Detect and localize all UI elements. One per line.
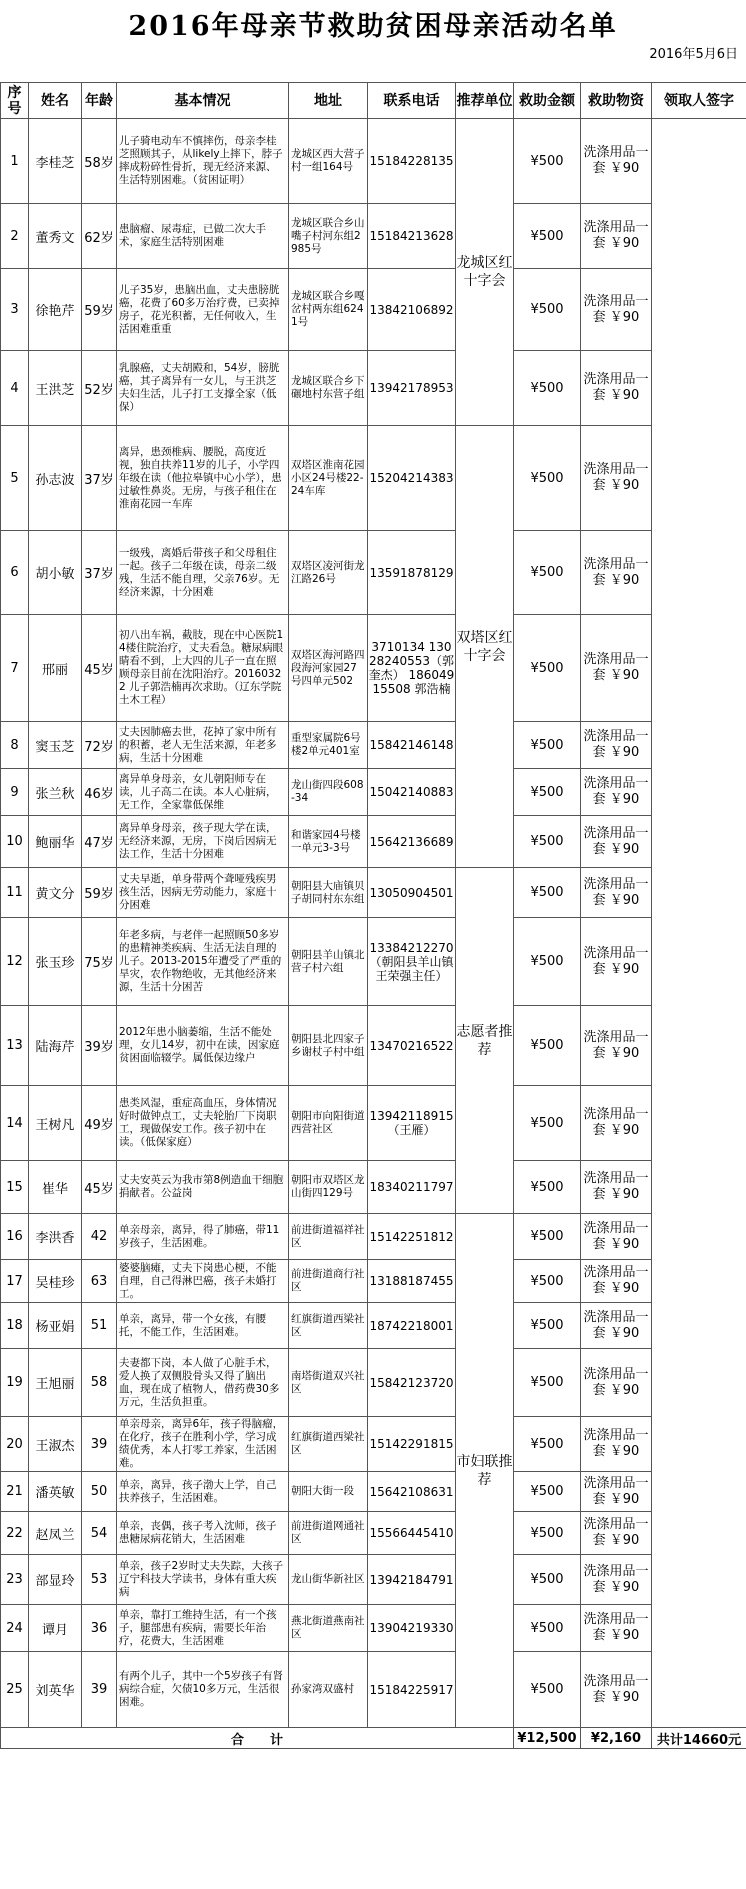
cell-phone: 15184213628 <box>368 204 456 269</box>
cell-basic: 夫妻都下岗，本人做了心脏手术，爱人换了双侧股骨头又得了脑出血，现在成了植物人，借药费30多万元，生活负担重。 <box>117 1349 289 1417</box>
cell-goods: 洗涤用品一套 ￥90 <box>581 816 652 868</box>
table-row <box>1 119 746 204</box>
cell-amount: ¥500 <box>514 119 581 204</box>
cell-amount: ¥500 <box>514 1303 581 1349</box>
cell-basic: 离异单身母亲，女儿朝阳师专在读，儿子高二在读。本人心脏病，无工作，全家靠低保维 <box>117 769 289 816</box>
cell-basic: 离异单身母亲，孩子现大学在读，无经济来源，无房，下岗后因病无法工作，生活十分困难 <box>117 816 289 868</box>
cell-name: 吴桂珍 <box>29 1260 82 1303</box>
cell-goods: 洗涤用品一套 ￥90 <box>581 722 652 769</box>
cell-phone: 13904219330 <box>368 1605 456 1652</box>
cell-age: 58岁 <box>82 119 117 204</box>
cell-name: 胡小敏 <box>29 531 82 615</box>
cell-age: 46岁 <box>82 769 117 816</box>
cell-age: 37岁 <box>82 426 117 531</box>
cell-address: 朝阳县北四家子乡谢杖子村中组 <box>289 1006 368 1086</box>
cell-age: 45岁 <box>82 615 117 722</box>
cell-goods: 洗涤用品一套 ￥90 <box>581 531 652 615</box>
cell-goods: 洗涤用品一套 ￥90 <box>581 269 652 351</box>
total-amount: ¥12,500 <box>514 1728 581 1749</box>
cell-no: 19 <box>1 1349 29 1417</box>
cell-phone: 15642136689 <box>368 816 456 868</box>
cell-recommender: 龙城区红十字会 <box>456 119 514 426</box>
cell-name: 赵凤兰 <box>29 1512 82 1555</box>
cell-phone: 3710134 13028240553（郭奎杰） 18604915508 郭浩楠 <box>368 615 456 722</box>
cell-name: 陆海芹 <box>29 1006 82 1086</box>
cell-phone: 15842123720 <box>368 1349 456 1417</box>
cell-age: 52岁 <box>82 351 117 426</box>
cell-address: 龙城区西大营子村一组164号 <box>289 119 368 204</box>
cell-no: 16 <box>1 1214 29 1260</box>
cell-basic: 单亲母亲，离异6年，孩子得脑瘤，在化疗，孩子在胜利小学，学习成绩优秀，本人打零工养家，生活困难。 <box>117 1417 289 1472</box>
cell-goods: 洗涤用品一套 ￥90 <box>581 1417 652 1472</box>
cell-amount: ¥500 <box>514 1214 581 1260</box>
table-row <box>1 1512 746 1555</box>
cell-name: 王淑杰 <box>29 1417 82 1472</box>
total-row <box>1 1728 746 1749</box>
cell-goods: 洗涤用品一套 ￥90 <box>581 119 652 204</box>
cell-goods: 洗涤用品一套 ￥90 <box>581 1161 652 1214</box>
cell-address: 燕北街道燕南社区 <box>289 1605 368 1652</box>
cell-amount: ¥500 <box>514 1652 581 1728</box>
cell-no: 2 <box>1 204 29 269</box>
cell-recommender: 市妇联推荐 <box>456 1214 514 1728</box>
beneficiary-table <box>0 82 746 1749</box>
cell-basic: 儿子骑电动车不慎摔伤，母亲李桂芝照顾其子，从likely上摔下，脖子摔成粉碎性骨折，现无经济来源、生活特别困难。（贫困证明） <box>117 119 289 204</box>
cell-goods: 洗涤用品一套 ￥90 <box>581 769 652 816</box>
cell-basic: 婆婆脑瘫，丈夫下岗患心梗，不能自理，自己得淋巴癌，孩子未婚打工。 <box>117 1260 289 1303</box>
cell-goods: 洗涤用品一套 ￥90 <box>581 918 652 1006</box>
cell-age: 62岁 <box>82 204 117 269</box>
cell-amount: ¥500 <box>514 1605 581 1652</box>
total-sum: 共计14660元 <box>652 1728 746 1749</box>
cell-signature[interactable] <box>652 119 746 1728</box>
table-row <box>1 769 746 816</box>
cell-goods: 洗涤用品一套 ￥90 <box>581 426 652 531</box>
cell-age: 39 <box>82 1652 117 1728</box>
cell-basic: 单亲，靠打工维持生活，有一个孩子，腿部患有疾病，需要长年治疗，花费大，生活困难 <box>117 1605 289 1652</box>
cell-no: 22 <box>1 1512 29 1555</box>
cell-amount: ¥500 <box>514 1512 581 1555</box>
table-row <box>1 1303 746 1349</box>
cell-amount: ¥500 <box>514 1349 581 1417</box>
cell-address: 朝阳县大庙镇贝子胡同村东东组 <box>289 868 368 918</box>
cell-basic: 丈夫早逝，单身带两个聋哑残疾男孩生活，因病无劳动能力，家庭十分困难 <box>117 868 289 918</box>
cell-name: 杨亚娟 <box>29 1303 82 1349</box>
cell-age: 39 <box>82 1417 117 1472</box>
table-row <box>1 816 746 868</box>
table-row <box>1 868 746 918</box>
cell-age: 50 <box>82 1472 117 1512</box>
cell-goods: 洗涤用品一套 ￥90 <box>581 868 652 918</box>
cell-age: 45岁 <box>82 1161 117 1214</box>
cell-age: 37岁 <box>82 531 117 615</box>
cell-no: 10 <box>1 816 29 868</box>
total-goods: ¥2,160 <box>581 1728 652 1749</box>
cell-recommender: 志愿者推荐 <box>456 868 514 1214</box>
table-row <box>1 615 746 722</box>
cell-no: 17 <box>1 1260 29 1303</box>
cell-goods: 洗涤用品一套 ￥90 <box>581 1086 652 1161</box>
cell-goods: 洗涤用品一套 ￥90 <box>581 351 652 426</box>
cell-name: 董秀文 <box>29 204 82 269</box>
cell-phone: 13942178953 <box>368 351 456 426</box>
cell-age: 39岁 <box>82 1006 117 1086</box>
cell-name: 张玉珍 <box>29 918 82 1006</box>
cell-phone: 13188187455 <box>368 1260 456 1303</box>
cell-basic: 患脑瘤、尿毒症，已做二次大手术，家庭生活特别困难 <box>117 204 289 269</box>
cell-amount: ¥500 <box>514 1417 581 1472</box>
cell-goods: 洗涤用品一套 ￥90 <box>581 204 652 269</box>
cell-basic: 单亲，离异，带一个女孩，有腰托，不能工作，生活困难。 <box>117 1303 289 1349</box>
table-row <box>1 269 746 351</box>
cell-address: 双塔区凌河街龙江路26号 <box>289 531 368 615</box>
cell-amount: ¥500 <box>514 426 581 531</box>
cell-name: 谭月 <box>29 1605 82 1652</box>
cell-phone: 18340211797 <box>368 1161 456 1214</box>
header-amount: 救助金额 <box>514 83 581 119</box>
cell-age: 59岁 <box>82 269 117 351</box>
table-row <box>1 918 746 1006</box>
cell-basic: 年老多病，与老伴一起照顾50多岁的患精神类疾病、生活无法自理的儿子。2013-2015年遭受了严重的旱灾，农作物绝收，无其他经济来源，生活十分困苦 <box>117 918 289 1006</box>
cell-amount: ¥500 <box>514 351 581 426</box>
cell-phone: 13942118915（王雁） <box>368 1086 456 1161</box>
document-date: 2016年5月6日 <box>649 47 738 62</box>
cell-name: 崔华 <box>29 1161 82 1214</box>
cell-phone: 15184225917 <box>368 1652 456 1728</box>
cell-phone: 13842106892 <box>368 269 456 351</box>
cell-age: 75岁 <box>82 918 117 1006</box>
cell-no: 9 <box>1 769 29 816</box>
cell-phone: 13470216522 <box>368 1006 456 1086</box>
cell-name: 部显玲 <box>29 1555 82 1605</box>
cell-goods: 洗涤用品一套 ￥90 <box>581 1303 652 1349</box>
cell-no: 24 <box>1 1605 29 1652</box>
cell-basic: 离异，患颈椎病、腰脱，高度近视，独自扶养11岁的儿子，小学四年级在读（他拉皋镇中心小学），患过敏性鼻炎。无房，与孩子租住在淮南花园一车库 <box>117 426 289 531</box>
cell-amount: ¥500 <box>514 531 581 615</box>
table-row <box>1 1652 746 1728</box>
header-goods: 救助物资 <box>581 83 652 119</box>
cell-basic: 单亲母亲，离异，得了肺癌，带11岁孩子，生活困难。 <box>117 1214 289 1260</box>
cell-address: 红旗街道西梁社区 <box>289 1417 368 1472</box>
table-row <box>1 351 746 426</box>
table-row <box>1 722 746 769</box>
cell-no: 7 <box>1 615 29 722</box>
cell-basic: 初八出车祸，截肢，现在中心医院14楼住院治疗，丈夫看急。糖尿病眼睛看不到，上大四的儿子一直在照顾母亲目前在沈阳治疗。20160322 儿子郭浩楠再次求助。（辽东学院土木工程） <box>117 615 289 722</box>
cell-address: 龙城区联合乡下碾地村东营子组 <box>289 351 368 426</box>
cell-no: 20 <box>1 1417 29 1472</box>
cell-amount: ¥500 <box>514 1161 581 1214</box>
cell-no: 15 <box>1 1161 29 1214</box>
header-row <box>1 83 746 119</box>
table-row <box>1 1006 746 1086</box>
cell-age: 49岁 <box>82 1086 117 1161</box>
cell-phone: 15142251812 <box>368 1214 456 1260</box>
cell-phone: 15184228135 <box>368 119 456 204</box>
table-row <box>1 1472 746 1512</box>
cell-no: 18 <box>1 1303 29 1349</box>
cell-name: 王洪芝 <box>29 351 82 426</box>
cell-address: 和谐家园4号楼一单元3-3号 <box>289 816 368 868</box>
cell-basic: 单亲，丧偶，孩子考入沈师，孩子患糖尿病花销大，生活困难 <box>117 1512 289 1555</box>
cell-amount: ¥500 <box>514 918 581 1006</box>
cell-address: 龙山街四段608-34 <box>289 769 368 816</box>
cell-basic: 2012年患小脑萎缩，生活不能处理，女儿14岁，初中在读，因家庭贫困面临辍学。属低保边缘户 <box>117 1006 289 1086</box>
cell-no: 4 <box>1 351 29 426</box>
header-recommender: 推荐单位 <box>456 83 514 119</box>
cell-age: 47岁 <box>82 816 117 868</box>
table-row <box>1 426 746 531</box>
header-no: 序号 <box>1 83 29 119</box>
cell-phone: 15566445410 <box>368 1512 456 1555</box>
cell-basic: 丈夫因肺癌去世，花掉了家中所有的积蓄，老人无生活来源，年老多病，生活十分困难 <box>117 722 289 769</box>
cell-amount: ¥500 <box>514 1260 581 1303</box>
cell-amount: ¥500 <box>514 769 581 816</box>
cell-basic: 儿子35岁，患脑出血，丈夫患膀胱癌，花费了60多万治疗费，已卖掉房子，花光积蓄，无任何收入，生活困难重重 <box>117 269 289 351</box>
cell-phone: 13050904501 <box>368 868 456 918</box>
cell-goods: 洗涤用品一套 ￥90 <box>581 1006 652 1086</box>
cell-age: 72岁 <box>82 722 117 769</box>
page-title: 2016年母亲节救助贫困母亲活动名单 <box>128 10 618 42</box>
table-row <box>1 1605 746 1652</box>
cell-address: 龙城区联合乡嘎岔村两东组6241号 <box>289 269 368 351</box>
cell-amount: ¥500 <box>514 269 581 351</box>
cell-goods: 洗涤用品一套 ￥90 <box>581 1555 652 1605</box>
cell-name: 王旭丽 <box>29 1349 82 1417</box>
cell-basic: 患类风湿，重症高血压，身体情况好时做钟点工，丈夫轮胎厂下岗职工，现做保安工作。孩子初中在读。（低保家庭） <box>117 1086 289 1161</box>
cell-amount: ¥500 <box>514 816 581 868</box>
cell-address: 双塔区淮南花园小区24号楼22-24车库 <box>289 426 368 531</box>
cell-amount: ¥500 <box>514 204 581 269</box>
cell-name: 鲍丽华 <box>29 816 82 868</box>
cell-address: 前进街道福祥社区 <box>289 1214 368 1260</box>
cell-phone: 15042140883 <box>368 769 456 816</box>
cell-phone: 15142291815 <box>368 1417 456 1472</box>
cell-goods: 洗涤用品一套 ￥90 <box>581 1214 652 1260</box>
cell-no: 5 <box>1 426 29 531</box>
cell-no: 1 <box>1 119 29 204</box>
cell-goods: 洗涤用品一套 ￥90 <box>581 615 652 722</box>
header-name: 姓名 <box>29 83 82 119</box>
cell-amount: ¥500 <box>514 1086 581 1161</box>
header-basic: 基本情况 <box>117 83 289 119</box>
cell-address: 朝阳大街一段 <box>289 1472 368 1512</box>
cell-age: 51 <box>82 1303 117 1349</box>
cell-phone: 13591878129 <box>368 531 456 615</box>
cell-name: 李桂芝 <box>29 119 82 204</box>
cell-no: 21 <box>1 1472 29 1512</box>
table-row <box>1 204 746 269</box>
total-label: 合 计 <box>1 1728 514 1749</box>
cell-name: 李洪香 <box>29 1214 82 1260</box>
cell-address: 前进街道网通社区 <box>289 1512 368 1555</box>
cell-amount: ¥500 <box>514 1555 581 1605</box>
cell-age: 53 <box>82 1555 117 1605</box>
cell-amount: ¥500 <box>514 722 581 769</box>
table-row <box>1 1214 746 1260</box>
cell-age: 54 <box>82 1512 117 1555</box>
cell-no: 3 <box>1 269 29 351</box>
cell-no: 12 <box>1 918 29 1006</box>
cell-name: 张兰秋 <box>29 769 82 816</box>
header-age: 年龄 <box>82 83 117 119</box>
cell-address: 双塔区海河路四段海河家园27号四单元502 <box>289 615 368 722</box>
table-row <box>1 1349 746 1417</box>
cell-goods: 洗涤用品一套 ￥90 <box>581 1605 652 1652</box>
cell-goods: 洗涤用品一套 ￥90 <box>581 1512 652 1555</box>
cell-no: 6 <box>1 531 29 615</box>
table-row <box>1 1161 746 1214</box>
cell-goods: 洗涤用品一套 ￥90 <box>581 1349 652 1417</box>
cell-phone: 15204214383 <box>368 426 456 531</box>
cell-no: 23 <box>1 1555 29 1605</box>
header-address: 地址 <box>289 83 368 119</box>
cell-name: 潘英敏 <box>29 1472 82 1512</box>
cell-phone: 15842146148 <box>368 722 456 769</box>
cell-amount: ¥500 <box>514 1006 581 1086</box>
cell-address: 前进街道商行社区 <box>289 1260 368 1303</box>
cell-goods: 洗涤用品一套 ￥90 <box>581 1652 652 1728</box>
cell-age: 42 <box>82 1214 117 1260</box>
cell-no: 13 <box>1 1006 29 1086</box>
cell-name: 王树凡 <box>29 1086 82 1161</box>
cell-phone: 15642108631 <box>368 1472 456 1512</box>
cell-no: 25 <box>1 1652 29 1728</box>
cell-age: 59岁 <box>82 868 117 918</box>
cell-basic: 单亲，离异，孩子渤大上学，自己扶养孩子，生活困难。 <box>117 1472 289 1512</box>
cell-phone: 18742218001 <box>368 1303 456 1349</box>
cell-recommender: 双塔区红十字会 <box>456 426 514 868</box>
header-signature: 领取人签字 <box>652 83 746 119</box>
cell-address: 孙家湾双盛村 <box>289 1652 368 1728</box>
cell-name: 邢丽 <box>29 615 82 722</box>
cell-age: 63 <box>82 1260 117 1303</box>
table-row <box>1 531 746 615</box>
cell-goods: 洗涤用品一套 ￥90 <box>581 1472 652 1512</box>
cell-address: 朝阳市向阳街道西营社区 <box>289 1086 368 1161</box>
cell-amount: ¥500 <box>514 615 581 722</box>
cell-name: 徐艳芹 <box>29 269 82 351</box>
cell-name: 刘英华 <box>29 1652 82 1728</box>
cell-address: 龙山街华新社区 <box>289 1555 368 1605</box>
cell-phone: 13384212270（朝阳县羊山镇王荣强主任） <box>368 918 456 1006</box>
cell-address: 红旗街道西梁社区 <box>289 1303 368 1349</box>
cell-basic: 单亲，孩子2岁时丈夫失踪，大孩子辽宁科技大学读书，身体有重大疾病 <box>117 1555 289 1605</box>
header-phone: 联系电话 <box>368 83 456 119</box>
cell-basic: 一级残，离婚后带孩子和父母租住一起。孩子二年级在读，母亲二级残，生活不能自理，父亲76岁。无经济来源，十分困难 <box>117 531 289 615</box>
cell-address: 朝阳县羊山镇北营子村六组 <box>289 918 368 1006</box>
cell-no: 11 <box>1 868 29 918</box>
cell-name: 黄文分 <box>29 868 82 918</box>
cell-goods: 洗涤用品一套 ￥90 <box>581 1260 652 1303</box>
cell-phone: 13942184791 <box>368 1555 456 1605</box>
cell-address: 龙城区联合乡山嘴子村河东组2985号 <box>289 204 368 269</box>
cell-address: 南塔街道双兴社区 <box>289 1349 368 1417</box>
cell-address: 重型家属院6号楼2单元401室 <box>289 722 368 769</box>
cell-amount: ¥500 <box>514 868 581 918</box>
table-row <box>1 1555 746 1605</box>
cell-age: 36 <box>82 1605 117 1652</box>
cell-basic: 乳腺癌，丈夫胡殿和，54岁，膀胱癌，其子离异有一女儿，与王洪芝夫妇生活，儿子打工支撑全家（低保） <box>117 351 289 426</box>
cell-age: 58 <box>82 1349 117 1417</box>
table-row <box>1 1260 746 1303</box>
cell-address: 朝阳市双塔区龙山街四129号 <box>289 1161 368 1214</box>
cell-basic: 丈夫安英云为我市第8例造血干细胞捐献者。公益岗 <box>117 1161 289 1214</box>
table-row <box>1 1086 746 1161</box>
cell-no: 14 <box>1 1086 29 1161</box>
cell-no: 8 <box>1 722 29 769</box>
cell-name: 窦玉芝 <box>29 722 82 769</box>
cell-basic: 有两个儿子，其中一个5岁孩子有肾病综合症，欠债10多万元，生活很困难。 <box>117 1652 289 1728</box>
cell-name: 孙志波 <box>29 426 82 531</box>
cell-amount: ¥500 <box>514 1472 581 1512</box>
table-row <box>1 1417 746 1472</box>
